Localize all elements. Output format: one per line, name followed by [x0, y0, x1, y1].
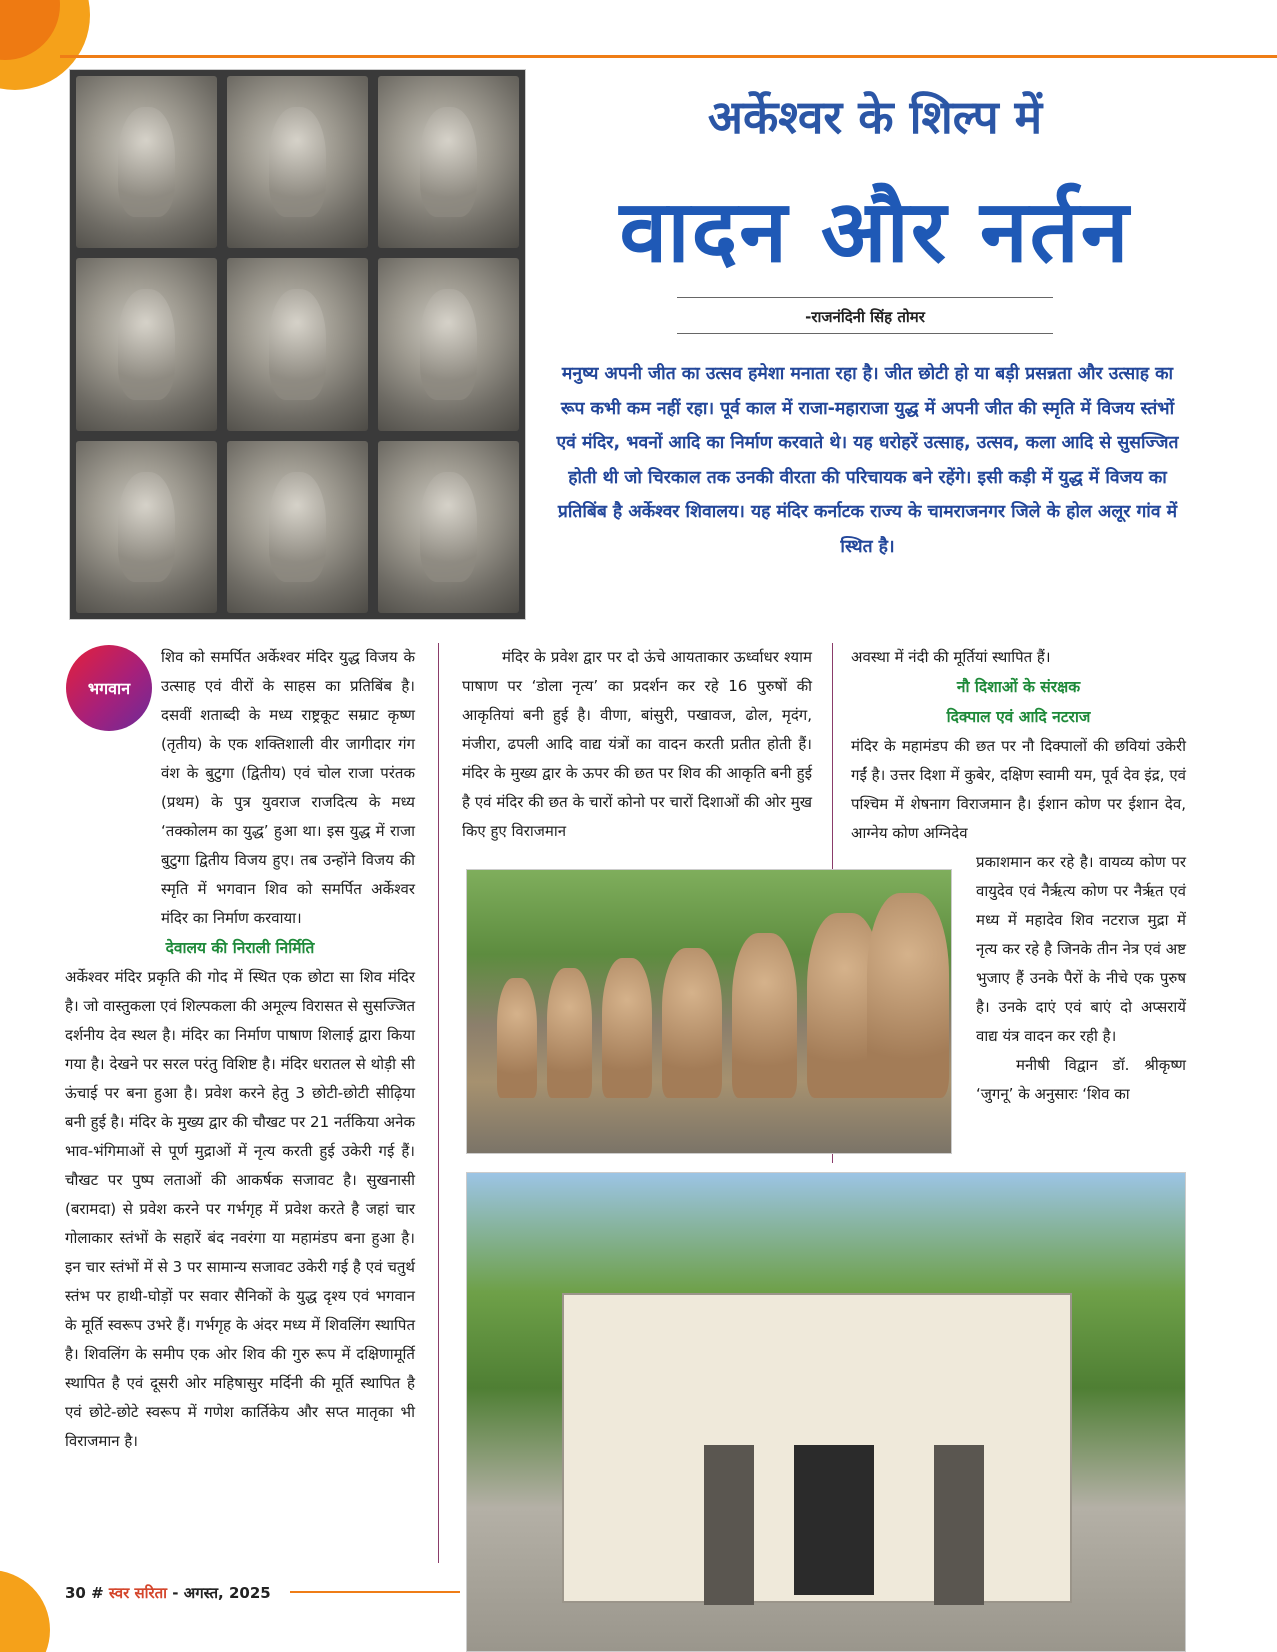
col3-subheading-2: दिक्पाल एवं आदि नटराज: [946, 708, 1091, 726]
col1-paragraph-1: शिव को समर्पित अर्केश्वर मंदिर युद्ध विजय के उत्साह एवं वीरों के साहस का प्रतिबिंब है। दसवीं शताब्दी के मध्य राष्ट्रकूट सम्राट कृष्ण (तृतीय) के एक शक्तिशाली वीर जागीदार गंग वंश के बुटुगा (द्वितीय) एवं चोल राजा परंतक (प्रथम) के पुत्र युवराज राजदित्य के मध्य ‘तक्कोलम का युद्ध’ हुआ था। इस युद्ध में राजा बुटुगा द्वितीय विजय हुए। तब उन्होंने विजय की स्मृति में भगवान शिव को समर्पित अर्केश्वर मंदिर का निर्माण करवाया।: [161, 648, 415, 927]
intro-paragraph: मनुष्य अपनी जीत का उत्सव हमेशा मनाता रहा है। जीत छोटी हो या बड़ी प्रसन्नता और उत्साह का रूप कभी कम नहीं रहा। पूर्व काल में राजा-महाराजा युद्ध में अपनी जीत की स्मृति में विजय स्तंभों एवं मंदिर, भवनों आदि का निर्माण करवाते थे। यह धरोहरें उत्साह, उत्सव, कला आदि से सुसज्जित होती थी जो चिरकाल तक उनकी वीरता की परिचायक बने रहेंगे। इसी कड़ी में युद्ध में विजय का प्रतिबिंब है अर्केश्वर शिवालय। यह मंदिर कर्नाटक राज्य के चामराजनगर जिले के होल अलूर गांव में स्थित है।: [556, 364, 1179, 557]
col1-subheading: देवालय की निराली निर्मिति: [165, 939, 315, 957]
column-2: [462, 643, 812, 846]
sculptures-row-photo: [466, 869, 952, 1154]
column-divider-1: [438, 643, 439, 1563]
top-rule: [60, 55, 1277, 58]
title-line-1: अर्केश्वर के शिल्प में: [707, 90, 1043, 144]
footer-hash: #: [91, 1584, 104, 1602]
category-badge: भगवान: [66, 645, 152, 731]
relief-carvings-photo: [69, 69, 526, 620]
temple-shrine-photo: [466, 1172, 1186, 1652]
col1-paragraph-2: अर्केश्वर मंदिर प्रकृति की गोद में स्थित एक छोटा सा शिव मंदिर है। जो वास्तुकला एवं शिल्पकला की अमूल्य विरासत से सुसज्जित दर्शनीय देव स्थल है। मंदिर का निर्माण पाषाण शिलाई द्वारा किया गया है। देखने पर सरल परंतु विशिष्ट है। मंदिर धरातल से थोड़ी सी ऊंचाई पर बना हुआ है। प्रवेश करने हेतु 3 छोटी-छोटी सीढ़िया बनी हुई है। मंदिर के मुख्य द्वार की चौखट पर 21 नर्तकिया अनेक भाव-भंगिमाओं से पूर्ण मुद्राओं में नृत्य करती हुई उकेरी गई हैं। चौखट पर पुष्प लताओं की आकर्षक सजावट है। सुखनासी (बरामदा) से प्रवेश करने पर गर्भगृह में प्रवेश करते है जहां चार गोलाकार स्तंभों के सहारें बंद नवरंगा या महामंडप बना हुआ है। इन चार स्तंभों में से 3 पर सामान्य सजावट उकेरी गई है एवं चतुर्थ स्तंभ पर हाथी-घोड़ों पर सवार सैनिकों के युद्ध दृश्य एवं भगवान के मूर्ति स्वरूप उभरे हैं। गर्भगृह के अंदर मध्य में शिवलिंग स्थापित है। शिवलिंग के समीप एक ओर शिव की गुरु रूप में दक्षिणामूर्ति स्थापित है एवं दूसरी ओर महिषासुर मर्दिनी की मूर्ति स्थापित है एवं छोटे-छोटे स्वरूप में गणेश कार्तिकेय और सप्त मातृका भी विराजमान है।: [65, 968, 415, 1450]
byline: -राजनंदिनी सिंह तोमर: [805, 308, 925, 326]
issue-date: - अगस्त, 2025: [172, 1584, 271, 1602]
col2-paragraph-1: मंदिर के प्रवेश द्वार पर दो ऊंचे आयताकार ऊर्ध्वाधर श्याम पाषाण पर ‘डोला नृत्य’ का प्रदर्शन कर रहे 16 पुरुषों की आकृतियां बनी हुई है। वीणा, बांसुरी, पखावज, ढोल, मृदंग, मंजीरा, ढपली आदि वाद्य यंत्रों का वादन करती प्रतीत होती हैं। मंदिर के मुख्य द्वार के ऊपर की छत पर शिव की आकृति बनी हुई है एवं मंदिर की छत के चारों कोनो पर चारों दिशाओं की ओर मुख किए हुए विराजमान: [462, 648, 812, 840]
col3-subheading-1: नौ दिशाओं के संरक्षक: [956, 678, 1081, 696]
page-number: 30: [65, 1584, 86, 1602]
column-1: [65, 643, 415, 1456]
byline-rule-bottom: [677, 333, 1053, 334]
footer-rule: [290, 1591, 460, 1593]
col3-paragraph-3: मनीषी विद्वान डॉ. श्रीकृष्ण ‘जुगनू’ के अनुसारः ‘शिव का: [976, 1056, 1186, 1103]
col3-paragraph-2: प्रकाशमान कर रहे है। वायव्य कोण पर वायुदेव एवं नैर्ऋत्य कोण पर नैर्ऋत एवं मध्य में महादेव शिव नटराज मुद्रा में नृत्य कर रहे है जिनके तीन नेत्र एवं अष्ट भुजाए हैं उनके पैरों के नीचे एक पुरुष है। उनके दाएं एवं बाएं दो अप्सरायें वाद्य यंत्र वादन कर रही है।: [976, 853, 1186, 1045]
page-footer: [65, 1583, 271, 1603]
title-line-2: वादन और नर्तन: [619, 182, 1131, 282]
corner-decoration-bottom: [0, 1540, 60, 1652]
magazine-name: स्वर सरिता: [108, 1584, 168, 1602]
byline-rule-top: [677, 297, 1053, 298]
col3-paragraph-1: मंदिर के महामंडप की छत पर नौ दिक्पालों की छवियां उकेरी गईं है। उत्तर दिशा में कुबेर, दक्षिण स्वामी यम, पूर्व देव इंद्र, एवं पश्चिम में शेषनाग विराजमान है। ईशान कोण पर ईशान देव, आग्नेय कोण अग्निदेव: [851, 737, 1186, 842]
col3-paragraph-0: अवस्था में नंदी की मूर्तियां स्थापित हैं।: [851, 648, 1051, 666]
